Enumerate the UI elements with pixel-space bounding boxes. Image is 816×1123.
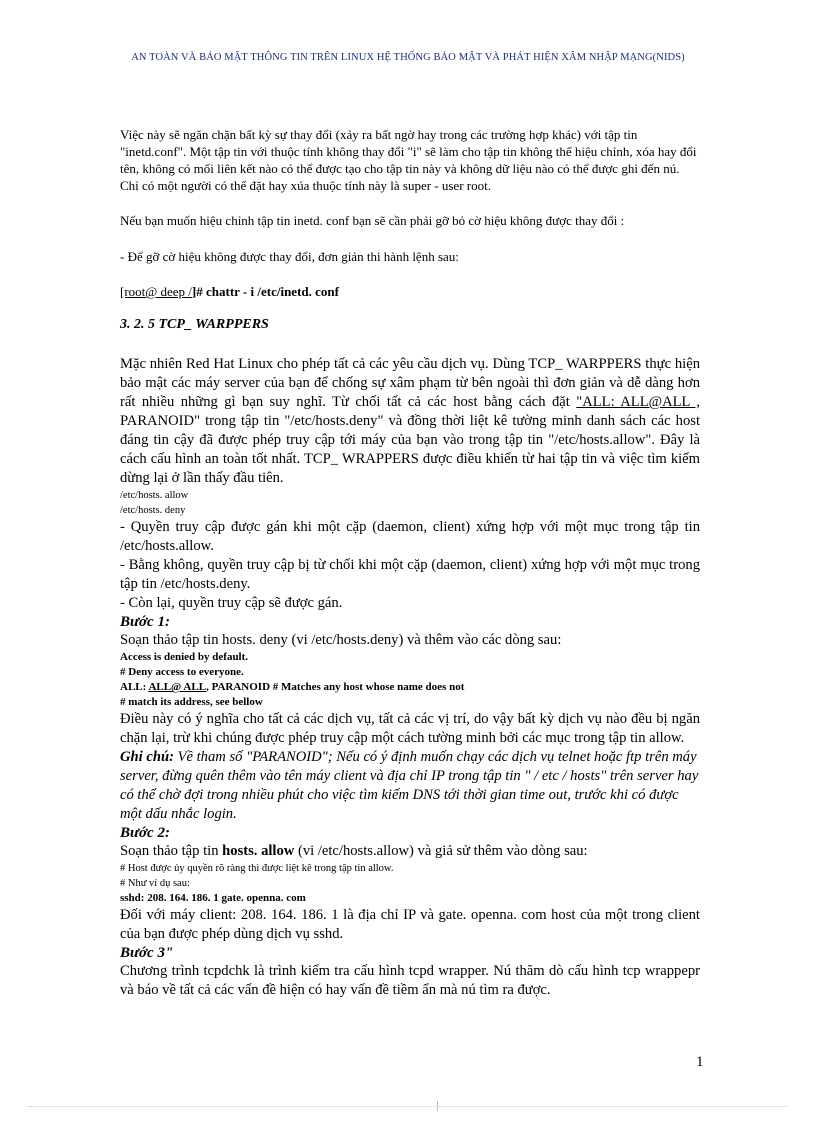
text: , PARANOID # Matches any host whose name does not xyxy=(206,681,465,693)
page-number: 1 xyxy=(696,1054,704,1070)
paragraph xyxy=(120,355,700,488)
paragraph: Nếu bạn muốn hiệu chỉnh tập tin inetd. conf bạn sẽ cần phải gỡ bỏ cờ hiệu không được thay đổi : xyxy=(120,213,625,228)
text: Soạn thảo tập tin xyxy=(120,843,223,859)
note xyxy=(120,748,700,824)
code-line: Access is denied by default. xyxy=(120,651,249,663)
note-text: Về tham số "PARANOID"; Nếu có ý định muốn chạy các dịch vụ telnet hoặc ftp trên máy server, đừng quên thêm vào tên máy client và địa chỉ IP trong tập tin " / etc / hosts" trên server hay có thể chờ đợi trong nhiều phút cho việc tìm kiếm DNS tới thời gian time out, trước khi có được một dấu nhắc login. xyxy=(120,749,699,822)
step-heading: Bước 3" xyxy=(120,945,174,961)
code-line: # Host được ủy quyền rõ ràng thì được liệt kê trong tập tin allow. xyxy=(120,863,394,874)
paragraph: - Để gỡ cờ hiệu không được thay đổi, đơn giản thi hành lệnh sau: xyxy=(120,249,459,264)
text: PARANOID" trong tập tin "/etc/hosts.deny" và đồng thời liệt kê tường minh danh sách các host đáng tin cậy đã được phép truy cập tới máy của bạn vào trong tập tin "/etc/hosts.allow". Đây là cách cấu hình an toàn tốt nhất. TCP_ WRAPPERS được điều khiển từ hai tập tin và việc tìm kiếm dừng lại ở lần thấy đầu tiên. xyxy=(120,413,700,486)
file-path: /etc/hosts. allow xyxy=(120,490,189,501)
paragraph: Điều này có ý nghĩa cho tất cả các dịch vụ, tất cả các vị trí, do vậy bất kỳ dịch vụ nào đều bị ngăn chặn lại, trừ khi chúng được phép truy cập một cách tường minh bởi các mục trong tập tin allow. xyxy=(120,711,700,746)
text: hosts. allow xyxy=(222,843,295,859)
code-line xyxy=(120,680,700,695)
bullet-item: - Bằng không, quyền truy cập bị từ chối khi một cặp (daemon, client) xứng hợp với một mục trong tập tin /etc/hosts.deny. xyxy=(120,557,700,592)
text: (vi /etc/hosts.allow) và giả sử thêm vào dòng sau: xyxy=(294,843,588,859)
prompt: [root@ deep / xyxy=(120,284,192,299)
command-line xyxy=(120,283,700,300)
running-header: AN TOÀN VÀ BẢO MẬT THÔNG TIN TRÊN LINUX HỆ THỐNG BẢO MẬT VÀ PHÁT HIỆN XÂM NHẬP MẠNG(NIDS) xyxy=(131,52,685,63)
section-title: 3. 2. 5 TCP_ WARPPERS xyxy=(120,317,269,332)
step-heading: Bước 1: xyxy=(120,614,170,630)
paragraph: Đối với máy client: 208. 164. 186. 1 là địa chỉ IP và gate. openna. com host của một trong client của bạn được phép dùng dịch vụ sshd. xyxy=(120,907,700,942)
inline-link: "ALL: ALL@ALL , xyxy=(576,394,700,410)
code-line: # Như ví dụ sau: xyxy=(120,878,190,889)
paragraph xyxy=(120,842,700,861)
paragraph: Soạn thảo tập tin hosts. deny (vi /etc/hosts.deny) và thêm vào các dòng sau: xyxy=(120,632,562,648)
note-label: Ghi chú: xyxy=(120,749,174,765)
code-line: # Deny access to everyone. xyxy=(120,666,244,678)
paragraph: Chương trình tcpdchk là trình kiểm tra cấu hình tcpd wrapper. Nú thăm dò cấu hình tcp wrappepr và báo về tất cả các vấn đề hiện có hay vấn đề tiềm ẩn mà nú tìm ra được. xyxy=(120,963,700,998)
step-heading: Bước 2: xyxy=(120,825,170,841)
footer-divider xyxy=(28,1106,788,1107)
bullet-item: - Còn lại, quyền truy cập sẽ được gán. xyxy=(120,595,343,611)
code-line: sshd: 208. 164. 186. 1 gate. openna. com xyxy=(120,892,306,904)
file-path: /etc/hosts. deny xyxy=(120,505,186,516)
code-line: # match its address, see bellow xyxy=(120,696,263,708)
paragraph: Việc này sẽ ngăn chặn bất kỳ sự thay đổi (xảy ra bất ngờ hay trong các trường hợp khác) với tập tin "inetd.conf". Một tập tin với thuộc tính không thay đổi "i" sẽ làm cho tập tin không thể hiệu chỉnh, xóa hay đổi tên, không có mối liên kết nào có thể được tạo cho tập tin này và không dữ liệu nào có thể được ghi đến nú. Chỉ có một người có thể đặt hay xúa thuộc tính này là super - user root. xyxy=(120,127,697,193)
page-body xyxy=(120,126,700,1000)
text: Mặc nhiên Red Hat Linux cho phép tất cả các yêu cầu dịch vụ. Dùng TCP_ WARPPERS thực hiện bảo mật các máy server của bạn để chống sự xâm phạm từ bên ngoài thì đơn giản và dễ dàng hơn rất nhiều những gì bạn suy nghĩ. Từ chối tất cả các host bằng cách đặt xyxy=(120,356,700,410)
text: ALL: xyxy=(120,681,149,693)
bullet-item: - Quyền truy cập được gán khi một cặp (daemon, client) xứng hợp với một mục trong tập tin /etc/hosts.allow. xyxy=(120,519,700,554)
inline-link: ALL@ ALL xyxy=(148,681,207,693)
page-break-marker xyxy=(434,1101,442,1111)
command: ]# chattr - i /etc/inetd. conf xyxy=(191,284,339,299)
